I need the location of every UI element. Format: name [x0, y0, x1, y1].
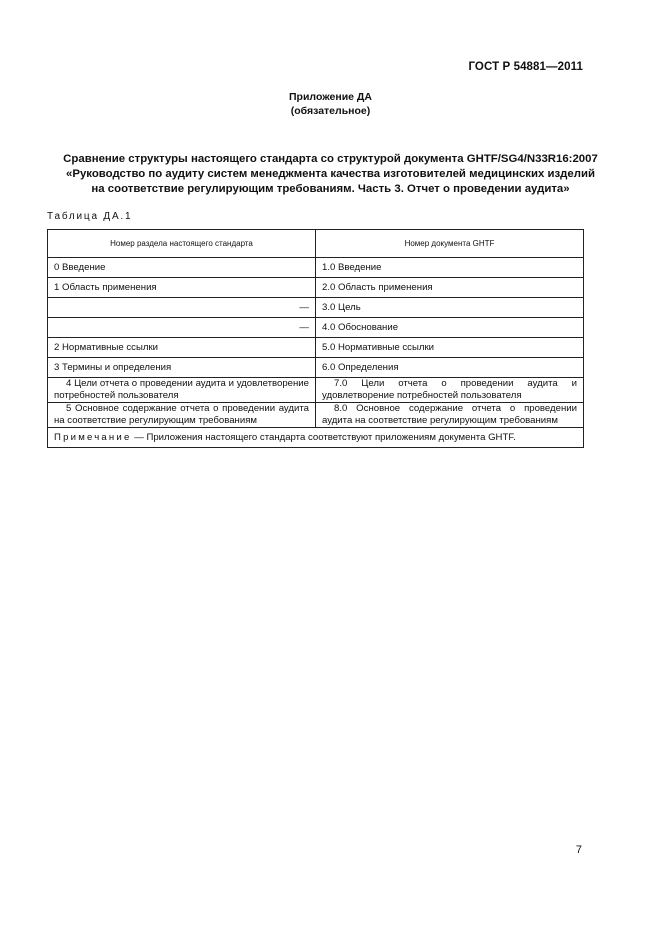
table-note — [48, 428, 584, 448]
heading-line-2: «Руководство по аудиту систем менеджмента качества изготовителей медицинских изделий — [66, 168, 595, 180]
cell-ghtf-section: 1.0 Введение — [316, 258, 584, 278]
cell-ghtf-section: 5.0 Нормативные ссылки — [316, 338, 584, 358]
comparison-table — [47, 229, 584, 448]
cell-standard-section: — — [48, 298, 316, 318]
note-label: Примечание — [54, 431, 132, 443]
table-row — [48, 278, 584, 298]
table-row — [48, 378, 584, 403]
column-header-ghtf: Номер документа GHTF — [316, 230, 584, 258]
table-row — [48, 298, 584, 318]
cell-standard-section: 5 Основное содержание отчета о проведении аудита на соответствие регулирующим требованиям — [48, 403, 316, 428]
cell-standard-section: 2 Нормативные ссылки — [48, 338, 316, 358]
heading-line-1: Сравнение структуры настоящего стандарта со структурой документа GHTF/SG4/N33R16:2007 — [63, 153, 598, 165]
cell-ghtf-section: 2.0 Область применения — [316, 278, 584, 298]
table-header-row — [48, 230, 584, 258]
table-row — [48, 258, 584, 278]
table-row — [48, 403, 584, 428]
cell-ghtf-section: 8.0 Основное содержание отчета о проведении аудита на соответствие регулирующим требованиям — [316, 403, 584, 428]
annex-title-block — [0, 90, 661, 118]
table-row — [48, 318, 584, 338]
cell-standard-section: — — [48, 318, 316, 338]
table-caption: Таблица ДА.1 — [47, 211, 133, 222]
cell-standard-section: 0 Введение — [48, 258, 316, 278]
note-text: — Приложения настоящего стандарта соответствуют приложениям документа GHTF. — [131, 431, 516, 443]
table-note-row — [48, 428, 584, 448]
cell-ghtf-section: 4.0 Обоснование — [316, 318, 584, 338]
document-code: ГОСТ Р 54881—2011 — [468, 61, 583, 73]
cell-standard-section: 3 Термины и определения — [48, 358, 316, 378]
cell-ghtf-section: 6.0 Определения — [316, 358, 584, 378]
table-row — [48, 358, 584, 378]
heading-line-3: на соответствие регулирующим требованиям. Часть 3. Отчет о проведении аудита» — [91, 183, 570, 195]
annex-status: (обязательное) — [290, 105, 371, 117]
annex-title: Приложение ДА — [289, 91, 372, 103]
cell-standard-section: 1 Область применения — [48, 278, 316, 298]
column-header-standard: Номер раздела настоящего стандарта — [48, 230, 316, 258]
table-row — [48, 338, 584, 358]
page-number: 7 — [575, 844, 582, 856]
cell-ghtf-section: 3.0 Цель — [316, 298, 584, 318]
cell-standard-section: 4 Цели отчета о проведении аудита и удовлетворение потребностей пользователя — [48, 378, 316, 403]
cell-ghtf-section: 7.0 Цели отчета о проведении аудита и удовлетворение потребностей пользователя — [316, 378, 584, 403]
section-heading — [40, 152, 621, 197]
